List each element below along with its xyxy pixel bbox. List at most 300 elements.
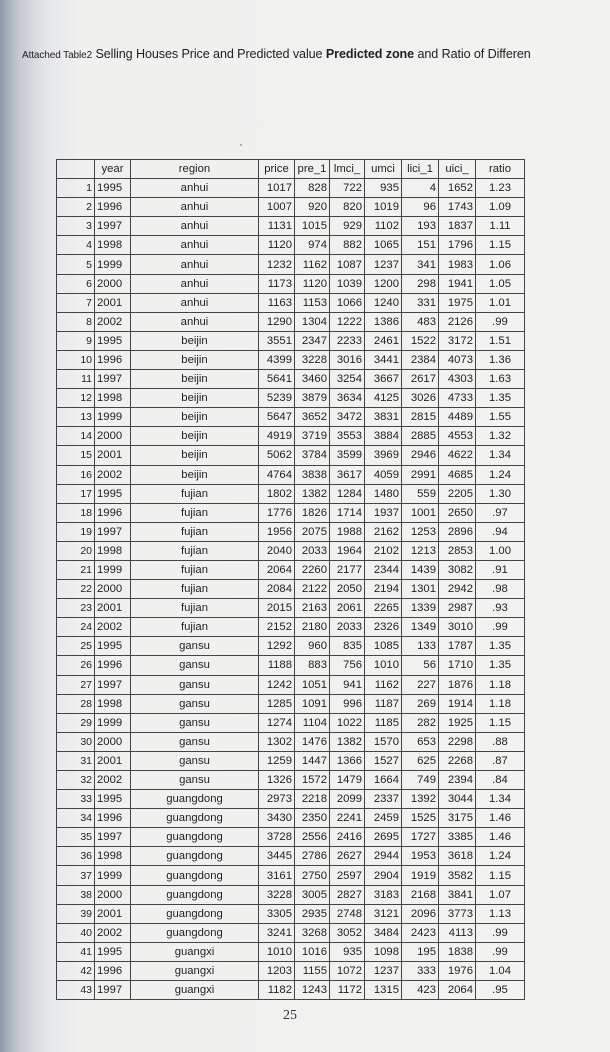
- cell-lmci: 996: [330, 694, 365, 713]
- cell-lici-1: 195: [402, 942, 439, 961]
- cell-lici-1: 2946: [402, 446, 439, 465]
- cell-ratio: 1.04: [476, 961, 525, 980]
- cell-pre-1: 3879: [295, 389, 330, 408]
- cell-price: 1232: [259, 255, 295, 274]
- cell-pre-1: 1476: [295, 732, 330, 751]
- cell-year: 1999: [95, 713, 131, 732]
- cell-region: gansu: [131, 675, 259, 694]
- cell-lmci: 2627: [330, 847, 365, 866]
- cell-ratio: 1.24: [476, 465, 525, 484]
- cell-lici-1: 4: [402, 179, 439, 198]
- cell-lmci: 1087: [330, 255, 365, 274]
- cell-region: guangdong: [131, 866, 259, 885]
- caption-text-1: Selling Houses Price and Predicted value: [92, 47, 326, 61]
- cell-lici-1: 133: [402, 637, 439, 656]
- cell-ratio: .87: [476, 751, 525, 770]
- cell-lmci: 2177: [330, 560, 365, 579]
- cell-region: fujian: [131, 541, 259, 560]
- cell-ratio: 1.34: [476, 446, 525, 465]
- cell-price: 3728: [259, 828, 295, 847]
- cell-lmci: 1072: [330, 961, 365, 980]
- cell-lici-1: 2617: [402, 370, 439, 389]
- cell-row-index: 38: [57, 885, 95, 904]
- cell-region: guangdong: [131, 809, 259, 828]
- cell-uici: 1983: [439, 255, 476, 274]
- table-row: [57, 828, 525, 847]
- cell-year: 1999: [95, 255, 131, 274]
- cell-year: 2001: [95, 904, 131, 923]
- table-row: [57, 427, 525, 446]
- cell-uici: 3385: [439, 828, 476, 847]
- cell-ratio: 1.18: [476, 694, 525, 713]
- cell-lici-1: 2423: [402, 923, 439, 942]
- table-header: [57, 160, 525, 179]
- cell-ratio: 1.46: [476, 809, 525, 828]
- cell-price: 2015: [259, 599, 295, 618]
- cell-lmci: 1222: [330, 312, 365, 331]
- cell-uici: 1796: [439, 236, 476, 255]
- cell-pre-1: 2556: [295, 828, 330, 847]
- cell-umci: 1200: [365, 274, 402, 293]
- cell-row-index: 4: [57, 236, 95, 255]
- cell-price: 1203: [259, 961, 295, 980]
- cell-ratio: 1.46: [476, 828, 525, 847]
- cell-pre-1: 1153: [295, 293, 330, 312]
- cell-lici-1: 282: [402, 713, 439, 732]
- cell-lici-1: 2096: [402, 904, 439, 923]
- table-row: [57, 942, 525, 961]
- cell-lmci: 1066: [330, 293, 365, 312]
- cell-lici-1: 1253: [402, 522, 439, 541]
- cell-ratio: .93: [476, 599, 525, 618]
- cell-year: 2002: [95, 618, 131, 637]
- cell-umci: 1237: [365, 255, 402, 274]
- cell-uici: 3582: [439, 866, 476, 885]
- cell-region: gansu: [131, 751, 259, 770]
- cell-region: guangdong: [131, 847, 259, 866]
- cell-region: anhui: [131, 236, 259, 255]
- cell-price: 1776: [259, 503, 295, 522]
- cell-price: 2084: [259, 580, 295, 599]
- caption-text-2: and Ratio of Differen: [414, 47, 531, 61]
- cell-uici: 3010: [439, 618, 476, 637]
- cell-year: 1999: [95, 560, 131, 579]
- cell-region: beijin: [131, 408, 259, 427]
- cell-uici: 4685: [439, 465, 476, 484]
- cell-lmci: 935: [330, 942, 365, 961]
- cell-lici-1: 227: [402, 675, 439, 694]
- cell-year: 1998: [95, 694, 131, 713]
- cell-row-index: 30: [57, 732, 95, 751]
- cell-pre-1: 2180: [295, 618, 330, 637]
- cell-region: gansu: [131, 656, 259, 675]
- table-row: [57, 713, 525, 732]
- table-row: [57, 198, 525, 217]
- cell-uici: 1925: [439, 713, 476, 732]
- cell-pre-1: 1015: [295, 217, 330, 236]
- cell-lmci: 3553: [330, 427, 365, 446]
- cell-price: 4399: [259, 350, 295, 369]
- cell-lmci: 3472: [330, 408, 365, 427]
- table-row: [57, 522, 525, 541]
- cell-ratio: 1.24: [476, 847, 525, 866]
- cell-year: 2001: [95, 293, 131, 312]
- cell-lmci: 2597: [330, 866, 365, 885]
- cell-row-index: 28: [57, 694, 95, 713]
- cell-price: 4919: [259, 427, 295, 446]
- cell-pre-1: 883: [295, 656, 330, 675]
- cell-year: 2002: [95, 465, 131, 484]
- table-row: [57, 923, 525, 942]
- cell-uici: 2853: [439, 541, 476, 560]
- cell-ratio: .99: [476, 923, 525, 942]
- cell-row-index: 41: [57, 942, 95, 961]
- cell-ratio: .99: [476, 618, 525, 637]
- cell-year: 1998: [95, 236, 131, 255]
- cell-lici-1: 1727: [402, 828, 439, 847]
- cell-umci: 2326: [365, 618, 402, 637]
- cell-region: beijin: [131, 427, 259, 446]
- cell-uici: 4489: [439, 408, 476, 427]
- cell-lici-1: 1525: [402, 809, 439, 828]
- cell-ratio: 1.30: [476, 484, 525, 503]
- cell-ratio: .99: [476, 312, 525, 331]
- cell-umci: 3969: [365, 446, 402, 465]
- cell-pre-1: 1104: [295, 713, 330, 732]
- cell-region: guangxi: [131, 961, 259, 980]
- table-row: [57, 771, 525, 790]
- cell-year: 1998: [95, 847, 131, 866]
- cell-price: 1188: [259, 656, 295, 675]
- cell-lmci: 835: [330, 637, 365, 656]
- cell-price: 1120: [259, 236, 295, 255]
- cell-umci: 935: [365, 179, 402, 198]
- cell-region: gansu: [131, 637, 259, 656]
- cell-row-index: 1: [57, 179, 95, 198]
- cell-row-index: 22: [57, 580, 95, 599]
- cell-uici: 2298: [439, 732, 476, 751]
- header-pre-1: pre_1: [295, 160, 330, 179]
- cell-lmci: 722: [330, 179, 365, 198]
- cell-year: 2000: [95, 274, 131, 293]
- cell-umci: 4059: [365, 465, 402, 484]
- cell-umci: 1570: [365, 732, 402, 751]
- cell-price: 1259: [259, 751, 295, 770]
- cell-uici: 3044: [439, 790, 476, 809]
- cell-umci: 3884: [365, 427, 402, 446]
- cell-uici: 1710: [439, 656, 476, 675]
- cell-pre-1: 3005: [295, 885, 330, 904]
- cell-lmci: 3016: [330, 350, 365, 369]
- cell-ratio: .91: [476, 560, 525, 579]
- header-ratio: ratio: [476, 160, 525, 179]
- cell-uici: 4733: [439, 389, 476, 408]
- cell-year: 1995: [95, 942, 131, 961]
- cell-pre-1: 1155: [295, 961, 330, 980]
- cell-lmci: 1039: [330, 274, 365, 293]
- cell-lmci: 1366: [330, 751, 365, 770]
- data-table: [56, 159, 525, 1000]
- cell-price: 1017: [259, 179, 295, 198]
- cell-year: 2000: [95, 732, 131, 751]
- cell-pre-1: 3652: [295, 408, 330, 427]
- cell-uici: 4553: [439, 427, 476, 446]
- cell-umci: 1937: [365, 503, 402, 522]
- cell-umci: 3667: [365, 370, 402, 389]
- cell-row-index: 21: [57, 560, 95, 579]
- cell-lici-1: 559: [402, 484, 439, 503]
- cell-lmci: 2827: [330, 885, 365, 904]
- header-lmci: lmci_: [330, 160, 365, 179]
- cell-uici: 2126: [439, 312, 476, 331]
- cell-row-index: 32: [57, 771, 95, 790]
- cell-ratio: 1.18: [476, 675, 525, 694]
- cell-umci: 2265: [365, 599, 402, 618]
- cell-row-index: 26: [57, 656, 95, 675]
- cell-year: 2001: [95, 599, 131, 618]
- cell-uici: 2987: [439, 599, 476, 618]
- cell-uici: 1941: [439, 274, 476, 293]
- cell-lici-1: 1953: [402, 847, 439, 866]
- cell-ratio: 1.32: [476, 427, 525, 446]
- cell-row-index: 31: [57, 751, 95, 770]
- cell-region: fujian: [131, 560, 259, 579]
- cell-umci: 2459: [365, 809, 402, 828]
- cell-lici-1: 653: [402, 732, 439, 751]
- cell-row-index: 27: [57, 675, 95, 694]
- cell-row-index: 24: [57, 618, 95, 637]
- cell-row-index: 36: [57, 847, 95, 866]
- cell-region: gansu: [131, 732, 259, 751]
- cell-uici: 1976: [439, 961, 476, 980]
- cell-ratio: .84: [476, 771, 525, 790]
- cell-pre-1: 2750: [295, 866, 330, 885]
- cell-year: 1997: [95, 675, 131, 694]
- cell-uici: 3082: [439, 560, 476, 579]
- cell-pre-1: 1243: [295, 981, 330, 1000]
- cell-uici: 4303: [439, 370, 476, 389]
- cell-region: guangdong: [131, 904, 259, 923]
- cell-umci: 1185: [365, 713, 402, 732]
- table-row: [57, 541, 525, 560]
- cell-umci: 2344: [365, 560, 402, 579]
- cell-pre-1: 974: [295, 236, 330, 255]
- cell-price: 3241: [259, 923, 295, 942]
- cell-year: 1995: [95, 484, 131, 503]
- cell-price: 1010: [259, 942, 295, 961]
- cell-price: 3305: [259, 904, 295, 923]
- cell-uici: 1975: [439, 293, 476, 312]
- cell-lmci: 2033: [330, 618, 365, 637]
- cell-year: 1996: [95, 503, 131, 522]
- cell-year: 1996: [95, 809, 131, 828]
- cell-ratio: 1.15: [476, 713, 525, 732]
- cell-pre-1: 2786: [295, 847, 330, 866]
- table-row: [57, 618, 525, 637]
- cell-umci: 1315: [365, 981, 402, 1000]
- cell-umci: 2695: [365, 828, 402, 847]
- cell-row-index: 23: [57, 599, 95, 618]
- cell-row-index: 43: [57, 981, 95, 1000]
- cell-pre-1: 1016: [295, 942, 330, 961]
- cell-uici: 4622: [439, 446, 476, 465]
- cell-lici-1: 333: [402, 961, 439, 980]
- cell-lmci: 3052: [330, 923, 365, 942]
- cell-region: anhui: [131, 274, 259, 293]
- cell-ratio: .97: [476, 503, 525, 522]
- cell-umci: 1098: [365, 942, 402, 961]
- cell-lmci: 3617: [330, 465, 365, 484]
- cell-lici-1: 625: [402, 751, 439, 770]
- cell-region: anhui: [131, 198, 259, 217]
- cell-uici: 2394: [439, 771, 476, 790]
- cell-year: 1997: [95, 522, 131, 541]
- cell-lmci: 2241: [330, 809, 365, 828]
- cell-region: guangxi: [131, 942, 259, 961]
- cell-region: anhui: [131, 217, 259, 236]
- cell-price: 1292: [259, 637, 295, 656]
- cell-uici: 4113: [439, 923, 476, 942]
- table-row: [57, 389, 525, 408]
- cell-price: 1131: [259, 217, 295, 236]
- cell-year: 1996: [95, 961, 131, 980]
- cell-price: 1182: [259, 981, 295, 1000]
- cell-lici-1: 1001: [402, 503, 439, 522]
- cell-region: anhui: [131, 179, 259, 198]
- cell-lici-1: 331: [402, 293, 439, 312]
- cell-pre-1: 1826: [295, 503, 330, 522]
- cell-lici-1: 1522: [402, 331, 439, 350]
- cell-year: 1997: [95, 981, 131, 1000]
- cell-pre-1: 1162: [295, 255, 330, 274]
- cell-region: beijin: [131, 446, 259, 465]
- cell-lici-1: 1213: [402, 541, 439, 560]
- header-row: [57, 160, 525, 179]
- cell-umci: 3484: [365, 923, 402, 942]
- cell-row-index: 17: [57, 484, 95, 503]
- cell-year: 2002: [95, 312, 131, 331]
- cell-lmci: 1988: [330, 522, 365, 541]
- cell-row-index: 25: [57, 637, 95, 656]
- cell-umci: 2944: [365, 847, 402, 866]
- cell-ratio: 1.34: [476, 790, 525, 809]
- cell-row-index: 29: [57, 713, 95, 732]
- cell-lici-1: 298: [402, 274, 439, 293]
- cell-ratio: .94: [476, 522, 525, 541]
- table-row: [57, 560, 525, 579]
- cell-umci: 1664: [365, 771, 402, 790]
- cell-price: 2040: [259, 541, 295, 560]
- cell-pre-1: 1572: [295, 771, 330, 790]
- cell-uici: 1876: [439, 675, 476, 694]
- cell-lici-1: 423: [402, 981, 439, 1000]
- cell-year: 1999: [95, 866, 131, 885]
- cell-year: 1999: [95, 408, 131, 427]
- stray-mark: [240, 144, 242, 146]
- cell-lmci: 1479: [330, 771, 365, 790]
- cell-pre-1: 3784: [295, 446, 330, 465]
- table-row: [57, 580, 525, 599]
- cell-umci: 2102: [365, 541, 402, 560]
- cell-uici: 3618: [439, 847, 476, 866]
- cell-price: 5641: [259, 370, 295, 389]
- header-row-index: [57, 160, 95, 179]
- cell-row-index: 19: [57, 522, 95, 541]
- cell-price: 1302: [259, 732, 295, 751]
- cell-row-index: 16: [57, 465, 95, 484]
- cell-price: 4764: [259, 465, 295, 484]
- cell-year: 1995: [95, 637, 131, 656]
- cell-price: 2152: [259, 618, 295, 637]
- cell-price: 1242: [259, 675, 295, 694]
- cell-pre-1: 2075: [295, 522, 330, 541]
- cell-row-index: 13: [57, 408, 95, 427]
- cell-ratio: 1.35: [476, 389, 525, 408]
- cell-pre-1: 1304: [295, 312, 330, 331]
- cell-umci: 1527: [365, 751, 402, 770]
- cell-year: 1998: [95, 541, 131, 560]
- cell-region: anhui: [131, 293, 259, 312]
- cell-pre-1: 2033: [295, 541, 330, 560]
- cell-umci: 1085: [365, 637, 402, 656]
- table-row: [57, 656, 525, 675]
- cell-ratio: 1.01: [476, 293, 525, 312]
- cell-region: beijin: [131, 331, 259, 350]
- cell-year: 1995: [95, 790, 131, 809]
- cell-ratio: 1.15: [476, 866, 525, 885]
- table-row: [57, 961, 525, 980]
- cell-price: 3551: [259, 331, 295, 350]
- cell-uici: 3841: [439, 885, 476, 904]
- cell-lmci: 929: [330, 217, 365, 236]
- table-row: [57, 637, 525, 656]
- table-row: [57, 503, 525, 522]
- cell-umci: 1019: [365, 198, 402, 217]
- cell-row-index: 15: [57, 446, 95, 465]
- table-row: [57, 904, 525, 923]
- cell-lici-1: 1349: [402, 618, 439, 637]
- cell-ratio: 1.55: [476, 408, 525, 427]
- cell-row-index: 8: [57, 312, 95, 331]
- cell-row-index: 20: [57, 541, 95, 560]
- cell-row-index: 34: [57, 809, 95, 828]
- table-row: [57, 465, 525, 484]
- cell-ratio: .99: [476, 942, 525, 961]
- cell-uici: 1838: [439, 942, 476, 961]
- cell-price: 1290: [259, 312, 295, 331]
- cell-region: fujian: [131, 522, 259, 541]
- cell-umci: 1065: [365, 236, 402, 255]
- cell-region: guangxi: [131, 981, 259, 1000]
- table-row: [57, 370, 525, 389]
- table-row: [57, 694, 525, 713]
- cell-lici-1: 151: [402, 236, 439, 255]
- cell-uici: 4073: [439, 350, 476, 369]
- cell-pre-1: 3460: [295, 370, 330, 389]
- cell-row-index: 37: [57, 866, 95, 885]
- table-row: [57, 885, 525, 904]
- cell-ratio: 1.63: [476, 370, 525, 389]
- cell-region: guangdong: [131, 828, 259, 847]
- cell-uici: 2942: [439, 580, 476, 599]
- cell-price: 2064: [259, 560, 295, 579]
- cell-umci: 4125: [365, 389, 402, 408]
- cell-ratio: 1.09: [476, 198, 525, 217]
- cell-region: beijin: [131, 370, 259, 389]
- cell-region: beijin: [131, 389, 259, 408]
- table-body: [57, 179, 525, 1000]
- cell-ratio: 1.13: [476, 904, 525, 923]
